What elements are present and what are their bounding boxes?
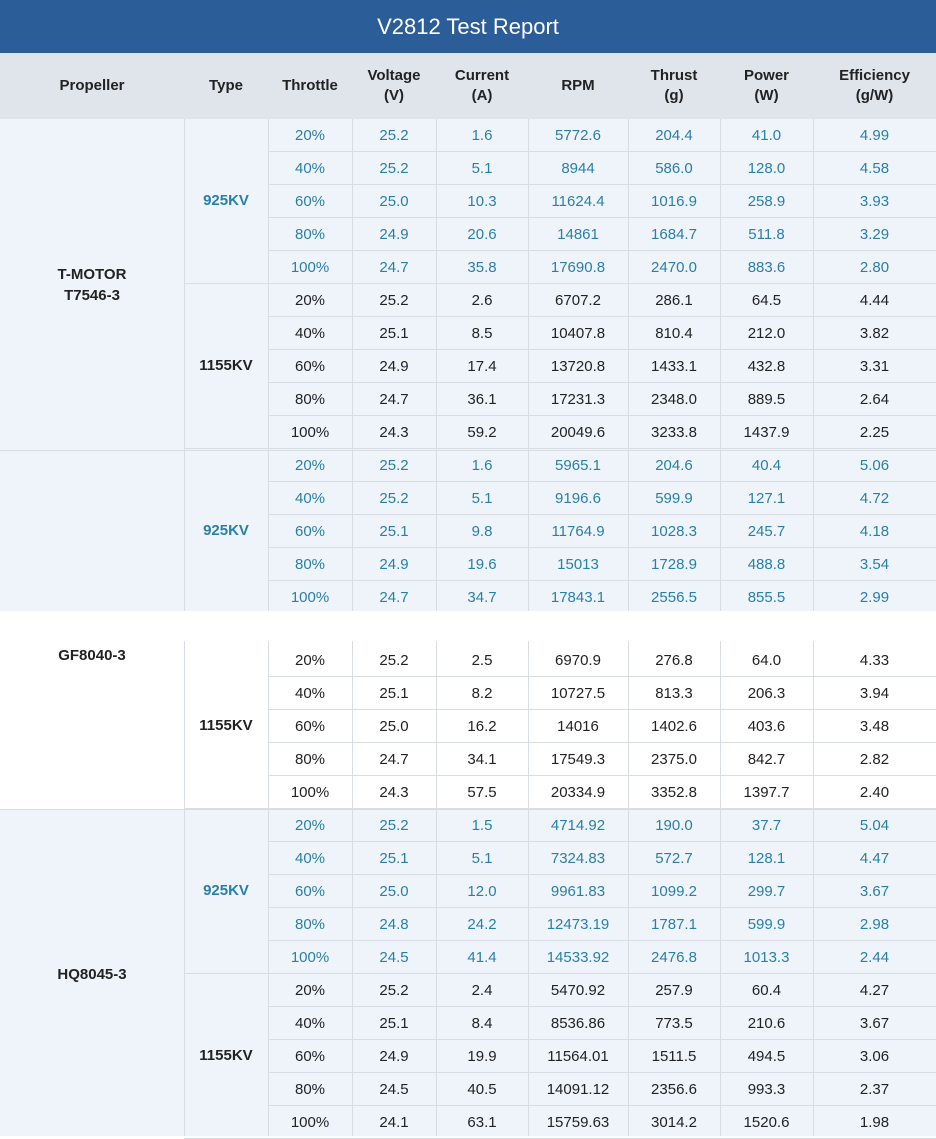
table-cell: 24.3 xyxy=(379,784,409,801)
table-cell: 20% xyxy=(294,982,326,999)
table-cell: 17690.8 xyxy=(550,259,606,276)
table-gap xyxy=(0,611,936,641)
table-cell: 25.1 xyxy=(379,1015,409,1032)
table-cell: 1684.7 xyxy=(651,226,697,243)
table-cell: 2.64 xyxy=(859,391,890,408)
table-cell: 11624.4 xyxy=(551,193,605,210)
table-row xyxy=(0,548,936,581)
table-cell: 883.6 xyxy=(747,259,786,276)
kv-label: 925KV xyxy=(203,522,249,539)
table-cell: 190.0 xyxy=(655,817,693,834)
header-current: Current (A) xyxy=(454,67,510,104)
table-cell: 2.5 xyxy=(471,652,493,669)
table-cell: 8536.86 xyxy=(550,1015,606,1032)
table-cell: 19.6 xyxy=(467,556,497,573)
group-divider xyxy=(0,809,936,810)
column-divider xyxy=(436,641,437,1136)
table-cell: 2.82 xyxy=(859,751,890,768)
column-divider xyxy=(720,641,721,1136)
table-cell: 36.1 xyxy=(467,391,497,408)
table-cell: 24.5 xyxy=(379,949,409,966)
table-cell: 60% xyxy=(294,1048,326,1065)
column-divider xyxy=(528,119,529,611)
table-cell: 25.2 xyxy=(379,160,409,177)
table-cell: 24.3 xyxy=(379,424,409,441)
table-cell: 100% xyxy=(290,259,330,276)
table-cell: 19.9 xyxy=(467,1048,497,1065)
table-cell: 1.6 xyxy=(471,127,493,144)
table-cell: 14861 xyxy=(557,226,599,243)
table-cell: 3.67 xyxy=(859,1015,890,1032)
table-cell: 100% xyxy=(290,949,330,966)
table-row xyxy=(0,677,936,710)
table-cell: 25.1 xyxy=(379,523,409,540)
table-row xyxy=(0,1106,936,1139)
column-divider xyxy=(720,119,721,611)
table-cell: 2.99 xyxy=(859,589,890,606)
table-row xyxy=(0,842,936,875)
table-cell: 2.6 xyxy=(471,292,493,309)
table-cell: 511.8 xyxy=(748,226,785,243)
table-cell: 100% xyxy=(290,1114,330,1131)
table-cell: 17.4 xyxy=(467,358,497,375)
table-row xyxy=(0,710,936,743)
table-row xyxy=(0,515,936,548)
table-cell: 1028.3 xyxy=(651,523,697,540)
table-cell: 2.37 xyxy=(859,1081,890,1098)
table-cell: 2556.5 xyxy=(651,589,697,606)
table-cell: 1728.9 xyxy=(651,556,697,573)
table-cell: 1511.5 xyxy=(651,1048,697,1065)
table-cell: 24.7 xyxy=(379,391,409,408)
table-cell: 3.93 xyxy=(859,193,890,210)
table-cell: 1787.1 xyxy=(651,916,697,933)
table-cell: 34.7 xyxy=(467,589,497,606)
table-cell: 4.47 xyxy=(859,850,890,867)
table-cell: 1.98 xyxy=(859,1114,890,1131)
table-cell: 40% xyxy=(294,325,326,342)
table-cell: 80% xyxy=(294,1081,326,1098)
table-row xyxy=(0,416,936,449)
table-cell: 60% xyxy=(294,718,326,735)
column-divider xyxy=(352,119,353,611)
table-cell: 4714.92 xyxy=(550,817,606,834)
table-cell: 17549.3 xyxy=(550,751,606,768)
column-divider xyxy=(628,119,629,611)
header-efficiency: Efficiency (g/W) xyxy=(839,67,910,104)
table-cell: 24.5 xyxy=(379,1081,409,1098)
column-divider xyxy=(813,641,814,1136)
table-header xyxy=(0,53,936,120)
header-propeller: Propeller xyxy=(59,77,125,94)
table-row xyxy=(0,152,936,185)
table-cell: 16.2 xyxy=(467,718,497,735)
header-voltage: Voltage (V) xyxy=(367,67,421,104)
column-divider xyxy=(436,119,437,611)
table-cell: 3352.8 xyxy=(651,784,697,801)
table-cell: 3.31 xyxy=(859,358,890,375)
table-cell: 4.27 xyxy=(859,982,890,999)
table-cell: 2348.0 xyxy=(651,391,697,408)
table-cell: 24.9 xyxy=(379,556,409,573)
table-row xyxy=(0,875,936,908)
table-cell: 34.1 xyxy=(467,751,497,768)
table-cell: 63.1 xyxy=(467,1114,497,1131)
report-title: V2812 Test Report xyxy=(0,0,936,53)
table-cell: 403.6 xyxy=(747,718,786,735)
table-cell: 889.5 xyxy=(747,391,786,408)
table-cell: 64.5 xyxy=(751,292,782,309)
column-divider xyxy=(268,641,269,1136)
table-cell: 25.2 xyxy=(379,292,409,309)
table-cell: 20% xyxy=(294,817,326,834)
table-cell: 8.5 xyxy=(471,325,493,342)
table-cell: 299.7 xyxy=(747,883,786,900)
table-cell: 245.7 xyxy=(747,523,786,540)
table-cell: 25.2 xyxy=(379,817,409,834)
table-cell: 11564.01 xyxy=(547,1048,609,1065)
table-cell: 25.1 xyxy=(379,850,409,867)
table-cell: 100% xyxy=(290,424,330,441)
table-cell: 20% xyxy=(294,127,326,144)
table-cell: 3.54 xyxy=(859,556,890,573)
table-row xyxy=(0,1073,936,1106)
table-cell: 12.0 xyxy=(467,883,497,900)
table-cell: 2476.8 xyxy=(651,949,697,966)
table-cell: 25.2 xyxy=(379,457,409,474)
column-divider xyxy=(528,641,529,1136)
table-cell: 14091.12 xyxy=(546,1081,610,1098)
table-cell: 855.5 xyxy=(747,589,786,606)
table-cell: 60% xyxy=(294,358,326,375)
table-cell: 2.4 xyxy=(471,982,493,999)
table-row xyxy=(0,119,936,152)
table-cell: 10407.8 xyxy=(550,325,606,342)
table-cell: 4.18 xyxy=(859,523,890,540)
table-cell: 40.4 xyxy=(751,457,782,474)
table-row xyxy=(0,1040,936,1073)
table-cell: 3014.2 xyxy=(651,1114,697,1131)
kv-label: 925KV xyxy=(203,882,249,899)
table-cell: 40.5 xyxy=(467,1081,497,1098)
table-cell: 5.04 xyxy=(859,817,890,834)
table-cell: 25.0 xyxy=(379,193,409,210)
table-cell: 25.2 xyxy=(379,127,409,144)
table-cell: 432.8 xyxy=(747,358,786,375)
table-cell: 15013 xyxy=(557,556,599,573)
table-cell: 100% xyxy=(290,589,330,606)
table-cell: 14533.92 xyxy=(546,949,610,966)
table-cell: 24.7 xyxy=(379,751,409,768)
table-cell: 3.82 xyxy=(859,325,890,342)
table-cell: 3233.8 xyxy=(651,424,697,441)
table-cell: 2470.0 xyxy=(651,259,697,276)
table-cell: 4.72 xyxy=(859,490,890,507)
table-row xyxy=(0,743,936,776)
table-cell: 993.3 xyxy=(747,1081,786,1098)
table-cell: 4.99 xyxy=(859,127,890,144)
table-cell: 4.44 xyxy=(859,292,890,309)
table-row xyxy=(0,908,936,941)
table-cell: 11764.9 xyxy=(551,523,605,540)
table-cell: 57.5 xyxy=(467,784,497,801)
table-cell: 14016 xyxy=(557,718,599,735)
table-cell: 4.58 xyxy=(859,160,890,177)
table-cell: 5.06 xyxy=(859,457,890,474)
column-divider xyxy=(813,119,814,611)
table-cell: 13720.8 xyxy=(550,358,606,375)
table-row xyxy=(0,776,936,809)
table-cell: 1433.1 xyxy=(651,358,697,375)
table-cell: 5.1 xyxy=(471,160,493,177)
table-cell: 10727.5 xyxy=(550,685,606,702)
table-row xyxy=(0,809,936,842)
table-cell: 24.2 xyxy=(467,916,497,933)
table-cell: 2.80 xyxy=(859,259,890,276)
header-rpm: RPM xyxy=(561,77,595,94)
table-row xyxy=(0,185,936,218)
table-cell: 128.0 xyxy=(747,160,786,177)
table-cell: 5772.6 xyxy=(555,127,601,144)
header-thrust: Thrust (g) xyxy=(650,67,698,104)
table-cell: 1016.9 xyxy=(651,193,697,210)
table-cell: 810.4 xyxy=(655,325,693,342)
table-cell: 586.0 xyxy=(655,160,693,177)
table-cell: 20049.6 xyxy=(550,424,606,441)
column-divider xyxy=(352,641,353,1136)
column-divider xyxy=(628,641,629,1136)
table-cell: 40% xyxy=(294,850,326,867)
table-cell: 5.1 xyxy=(471,490,493,507)
table-cell: 2.25 xyxy=(859,424,890,441)
table-row xyxy=(0,449,936,482)
table-cell: 8.2 xyxy=(471,685,493,702)
table-cell: 24.9 xyxy=(379,1048,409,1065)
table-cell: 24.9 xyxy=(379,226,409,243)
column-divider xyxy=(268,119,269,611)
table-cell: 9961.83 xyxy=(550,883,606,900)
table-row xyxy=(0,350,936,383)
table-cell: 1437.9 xyxy=(743,424,790,441)
table-cell: 9196.6 xyxy=(555,490,601,507)
table-cell: 257.9 xyxy=(655,982,693,999)
table-cell: 3.06 xyxy=(859,1048,890,1065)
table-row xyxy=(0,383,936,416)
table-cell: 41.4 xyxy=(467,949,497,966)
table-cell: 25.0 xyxy=(379,718,409,735)
table-cell: 1520.6 xyxy=(743,1114,790,1131)
table-cell: 599.9 xyxy=(655,490,693,507)
table-cell: 40% xyxy=(294,1015,326,1032)
table-cell: 40% xyxy=(294,685,326,702)
kv-label: 925KV xyxy=(203,192,249,209)
table-cell: 258.9 xyxy=(747,193,786,210)
table-cell: 1013.3 xyxy=(743,949,790,966)
table-cell: 25.2 xyxy=(379,982,409,999)
table-cell: 60% xyxy=(294,523,326,540)
header-power: Power (W) xyxy=(743,67,789,104)
table-cell: 80% xyxy=(294,916,326,933)
table-cell: 37.7 xyxy=(751,817,782,834)
table-cell: 5.1 xyxy=(471,850,493,867)
table-cell: 276.8 xyxy=(655,652,693,669)
table-cell: 204.4 xyxy=(655,127,693,144)
table-cell: 100% xyxy=(290,784,330,801)
table-cell: 10.3 xyxy=(467,193,497,210)
table-row xyxy=(0,317,936,350)
table-cell: 17231.3 xyxy=(550,391,606,408)
table-cell: 8.4 xyxy=(471,1015,493,1032)
table-cell: 2.44 xyxy=(859,949,890,966)
table-cell: 25.1 xyxy=(379,685,409,702)
kv-label: 1155KV xyxy=(199,717,253,734)
table-cell: 1.5 xyxy=(471,817,493,834)
table-cell: 59.2 xyxy=(467,424,497,441)
table-cell: 1397.7 xyxy=(743,784,790,801)
table-cell: 25.1 xyxy=(379,325,409,342)
table-cell: 5965.1 xyxy=(555,457,601,474)
table-cell: 60.4 xyxy=(751,982,782,999)
table-cell: 35.8 xyxy=(467,259,497,276)
table-cell: 40% xyxy=(294,490,326,507)
table-cell: 20334.9 xyxy=(550,784,606,801)
table-cell: 25.2 xyxy=(379,652,409,669)
table-cell: 2.98 xyxy=(859,916,890,933)
table-cell: 3.48 xyxy=(859,718,890,735)
table-cell: 4.33 xyxy=(859,652,890,669)
table-cell: 25.2 xyxy=(379,490,409,507)
table-cell: 80% xyxy=(294,391,326,408)
table-cell: 40% xyxy=(294,160,326,177)
table-cell: 12473.19 xyxy=(546,916,610,933)
table-cell: 2.40 xyxy=(859,784,890,801)
table-row xyxy=(0,482,936,515)
table-cell: 20% xyxy=(294,652,326,669)
table-cell: 80% xyxy=(294,556,326,573)
table-row xyxy=(0,1007,936,1040)
table-cell: 6970.9 xyxy=(555,652,601,669)
table-cell: 3.29 xyxy=(859,226,890,243)
table-cell: 20% xyxy=(294,457,326,474)
table-cell: 127.1 xyxy=(747,490,786,507)
table-cell: 212.0 xyxy=(747,325,786,342)
kv-label: 1155KV xyxy=(199,1047,253,1064)
table-cell: 7324.83 xyxy=(550,850,606,867)
table-cell: 842.7 xyxy=(747,751,786,768)
table-cell: 488.8 xyxy=(747,556,786,573)
header-throttle: Throttle xyxy=(282,77,338,94)
table-cell: 60% xyxy=(294,193,326,210)
table-cell: 24.7 xyxy=(379,589,409,606)
table-cell: 25.0 xyxy=(379,883,409,900)
table-cell: 41.0 xyxy=(751,127,782,144)
table-cell: 599.9 xyxy=(747,916,786,933)
table-cell: 20.6 xyxy=(467,226,497,243)
propeller-label-gf8040: GF8040-3 xyxy=(58,647,126,664)
table-cell: 80% xyxy=(294,226,326,243)
header-type: Type xyxy=(209,77,243,94)
table-cell: 64.0 xyxy=(751,652,782,669)
table-cell: 210.6 xyxy=(747,1015,786,1032)
table-cell: 15759.63 xyxy=(546,1114,610,1131)
propeller-label-hq8045: HQ8045-3 xyxy=(57,966,127,983)
table-cell: 24.1 xyxy=(379,1114,409,1131)
table-cell: 813.3 xyxy=(655,685,693,702)
table-cell: 80% xyxy=(294,751,326,768)
table-cell: 9.8 xyxy=(471,523,493,540)
table-cell: 286.1 xyxy=(655,292,693,309)
table-cell: 20% xyxy=(294,292,326,309)
table-cell: 572.7 xyxy=(655,850,693,867)
table-cell: 2375.0 xyxy=(651,751,697,768)
table-cell: 3.94 xyxy=(859,685,890,702)
group-divider xyxy=(0,450,936,451)
table-cell: 1402.6 xyxy=(651,718,697,735)
table-cell: 2356.6 xyxy=(651,1081,697,1098)
table-row xyxy=(0,581,936,614)
table-cell: 24.7 xyxy=(379,259,409,276)
table-cell: 3.67 xyxy=(859,883,890,900)
table-cell: 128.1 xyxy=(747,850,786,867)
table-cell: 24.9 xyxy=(379,358,409,375)
propeller-label-tmotor: T-MOTOR T7546-3 xyxy=(57,266,127,304)
table-cell: 773.5 xyxy=(655,1015,693,1032)
table-cell: 204.6 xyxy=(655,457,693,474)
table-cell: 494.5 xyxy=(747,1048,786,1065)
kv-label: 1155KV xyxy=(199,357,253,374)
table-row xyxy=(0,218,936,251)
table-cell: 1.6 xyxy=(471,457,493,474)
table-cell: 60% xyxy=(294,883,326,900)
table-cell: 206.3 xyxy=(747,685,786,702)
table-cell: 17843.1 xyxy=(550,589,606,606)
table-cell: 8944 xyxy=(561,160,595,177)
table-cell: 24.8 xyxy=(379,916,409,933)
table-cell: 1099.2 xyxy=(651,883,697,900)
table-cell: 5470.92 xyxy=(550,982,606,999)
table-cell: 6707.2 xyxy=(555,292,601,309)
